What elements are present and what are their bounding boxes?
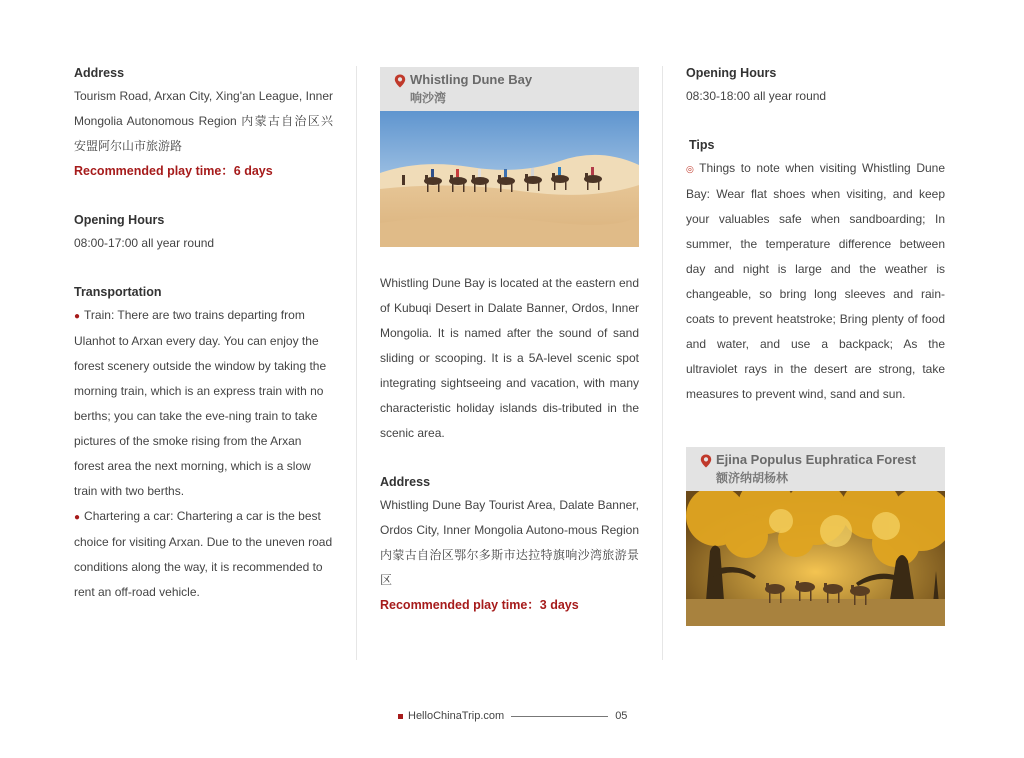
opening-hours-heading: Opening Hours bbox=[686, 66, 777, 80]
opening-hours-heading: Opening Hours bbox=[74, 213, 165, 227]
tip-circle-icon: ◎ bbox=[686, 164, 697, 174]
train-paragraph bbox=[74, 303, 333, 504]
banner-title: Whistling Dune Bay bbox=[410, 72, 533, 87]
location-pin-icon bbox=[700, 454, 712, 468]
recommended-play-time: Recommended play time：3 days bbox=[380, 598, 579, 612]
attraction-description: Whistling Dune Bay is located at the eastern end of Kubuqi Desert in Dalate Banner, Ordos, Inner Mongolia. It is named after the sound of sand sliding or scooping. It is a 5A-level scenic spot integrating sightseeing and vacation, with many characteristic holiday islands dis-tributed in the scenic area. bbox=[380, 276, 639, 440]
car-text: Chartering a car: Chartering a car is the best choice for visiting Arxan. Due to the uneven road conditions along the way, it is recommended to rent an off-road vehicle. bbox=[74, 509, 333, 599]
address-text: Whistling Dune Bay Tourist Area, Dalate Banner, Ordos City, Inner Mongolia Autono-mous Region 内蒙古自治区鄂尔多斯市达拉特旗响沙湾旅游景区 bbox=[380, 498, 639, 587]
banner-title: Ejina Populus Euphratica Forest bbox=[716, 452, 917, 467]
attraction-banner bbox=[686, 447, 945, 491]
opening-hours-text: 08:00-17:00 all year round bbox=[74, 236, 215, 250]
banner-subtitle: 响沙湾 bbox=[410, 91, 447, 105]
address-text: Tourism Road, Arxan City, Xing'an League, Inner Mongolia Autonomous Region 内蒙古自治区兴安盟阿尔山市旅游路 bbox=[74, 89, 333, 153]
banner-subtitle: 额济纳胡杨林 bbox=[716, 471, 789, 485]
train-text: Train: There are two trains departing from Ulanhot to Arxan every day. You can enjoy the forest scenery outside the window by taking the morning train, which is an express train with no berths; you can take the eve-ning train to take pictures of the smoke rising from the Arxan forest area the next morning, which is a slow train with two berths. bbox=[74, 308, 327, 498]
desert-camel-photo bbox=[380, 111, 639, 247]
footer-rule bbox=[511, 716, 608, 717]
bullet-dot-icon: ● bbox=[74, 512, 81, 523]
page-number: 05 bbox=[615, 710, 628, 722]
transportation-heading: Transportation bbox=[74, 285, 162, 299]
attraction-banner bbox=[380, 67, 639, 111]
tips-paragraph bbox=[686, 156, 945, 407]
location-pin-icon bbox=[394, 74, 406, 88]
footer-site[interactable]: HelloChinaTrip.com bbox=[408, 710, 505, 722]
page-footer bbox=[398, 708, 627, 724]
middle-column bbox=[380, 67, 639, 618]
populus-forest-photo bbox=[686, 491, 945, 626]
tips-text: Things to note when visiting Whistling Dune Bay: Wear flat shoes when visiting, and keep your valuables safe when sandboarding; In summer, the temperature difference between day and night is large and the weather is changeable, so bring long sleeves and rain-coats to prevent heatstroke; Bring plenty of food and water, and use a backpack; As the ultraviolet rays in the desert are strong, take measures to prevent wind, sand and sun. bbox=[686, 161, 946, 401]
recommended-play-time: Recommended play time：6 days bbox=[74, 164, 273, 178]
right-column bbox=[686, 62, 945, 626]
column-divider bbox=[662, 66, 663, 660]
column-divider bbox=[356, 66, 357, 660]
address-heading: Address bbox=[74, 66, 125, 80]
bullet-dot-icon: ● bbox=[74, 311, 81, 322]
left-column bbox=[74, 62, 333, 605]
car-paragraph bbox=[74, 504, 333, 605]
footer-square-icon bbox=[398, 714, 403, 719]
opening-hours-text: 08:30-18:00 all year round bbox=[686, 89, 827, 103]
address-heading: Address bbox=[380, 475, 431, 489]
tips-heading: Tips bbox=[689, 138, 715, 152]
